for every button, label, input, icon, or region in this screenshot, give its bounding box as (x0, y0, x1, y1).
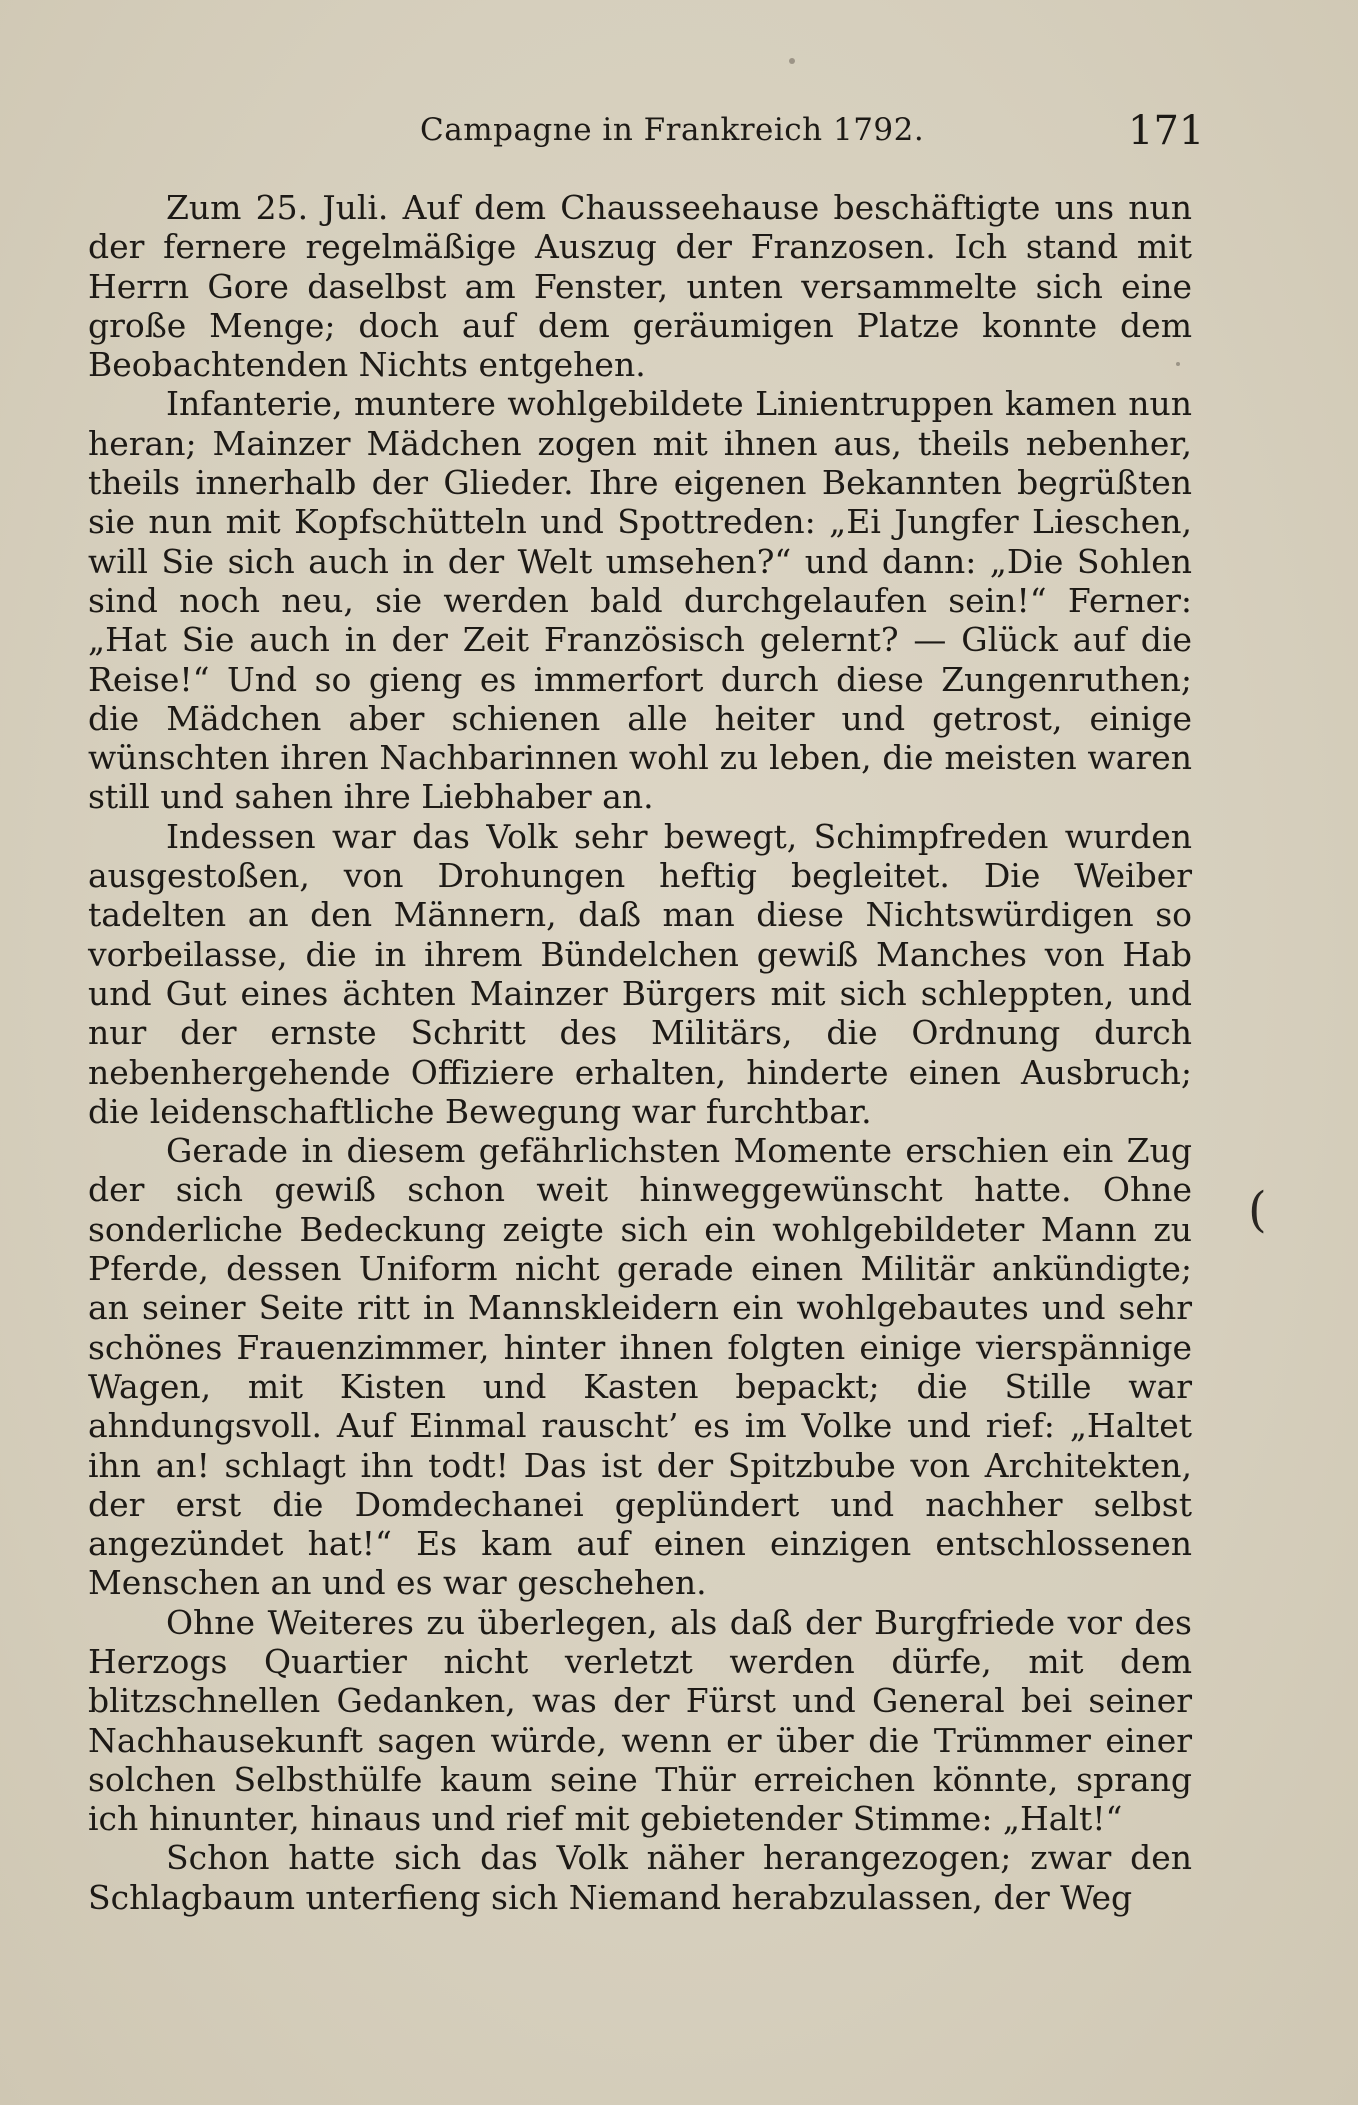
paragraph: Gerade in diesem gefährlichsten Momente erschien ein Zug der sich gewiß schon weit hinweggewünscht hatte. Ohne sonderliche Bedeckung zeigte sich ein wohlgebildeter Mann zu Pferde, dessen Uniform nicht gerade einen Militär ankündigte; an seiner Seite ritt in Mannskleidern ein wohlgebautes und sehr schönes Frauenzimmer, hinter ihnen folgten einige vierspännige Wagen, mit Kisten und Kasten bepackt; die Stille war ahndungsvoll. Auf Einmal rauscht’ es im Volke und rief: „Haltet ihn an! schlagt ihn todt! Das ist der Spitzbube von Architekten, der erst die Domdechanei geplündert und nachher selbst angezündet hat!“ Es kam auf einen einzigen entschlossenen Menschen an und es war geschehen. (88, 1131, 1192, 1603)
paragraph: Infanterie, muntere wohlgebildete Linientruppen kamen nun heran; Mainzer Mädchen zogen mit ihnen aus, theils nebenher, theils innerhalb der Glieder. Ihre eigenen Bekannten begrüßten sie nun mit Kopfschütteln und Spottreden: „Ei Jungfer Lieschen, will Sie sich auch in der Welt umsehen?“ und dann: „Die Sohlen sind noch neu, sie werden bald durchgelaufen sein!“ Ferner: „Hat Sie auch in der Zeit Französisch gelernt? — Glück auf die Reise!“ Und so gieng es immerfort durch diese Zungenruthen; die Mädchen aber schienen alle heiter und getrost, einige wünschten ihren Nachbarinnen wohl zu leben, die meisten waren still und sahen ihre Liebhaber an. (88, 384, 1192, 817)
paragraph: Schon hatte sich das Volk näher herangezogen; zwar den Schlagbaum unterfieng sich Niemand herabzulassen, der Weg (88, 1838, 1192, 1917)
paragraph: Zum 25. Juli. Auf dem Chausseehause beschäftigte uns nun der fernere regelmäßige Auszug der Franzosen. Ich stand mit Herrn Gore daselbst am Fenster, unten versammelte sich eine große Menge; doch auf dem geräumigen Platze konnte dem Beobachtenden Nichts entgehen. (88, 188, 1192, 385)
paper-speck (1176, 362, 1180, 366)
body-text (88, 188, 1192, 1917)
margin-pencil-mark: ( (1248, 1182, 1267, 1238)
page-number: 171 (1128, 108, 1205, 154)
running-title: Campagne in Frankreich 1792. (420, 112, 925, 148)
paragraph: Indessen war das Volk sehr bewegt, Schimpfreden wurden ausgestoßen, von Drohungen heftig begleitet. Die Weiber tadelten an den Männern, daß man diese Nichtswürdigen so vorbeilasse, die in ihrem Bündelchen gewiß Manches von Hab und Gut eines ächten Mainzer Bürgers mit sich schleppten, und nur der ernste Schritt des Militärs, die Ordnung durch nebenhergehende Offiziere erhalten, hinderte einen Ausbruch; die leidenschaftliche Bewegung war furchtbar. (88, 816, 1192, 1131)
paper-speck (789, 58, 795, 64)
paragraph: Ohne Weiteres zu überlegen, als daß der Burgfriede vor des Herzogs Quartier nicht verletzt werden dürfe, mit dem blitzschnellen Gedanken, was der Fürst und General bei seiner Nachhausekunft sagen würde, wenn er über die Trümmer einer solchen Selbsthülfe kaum seine Thür erreichen könnte, sprang ich hinunter, hinaus und rief mit gebietender Stimme: „Halt!“ (88, 1602, 1192, 1839)
